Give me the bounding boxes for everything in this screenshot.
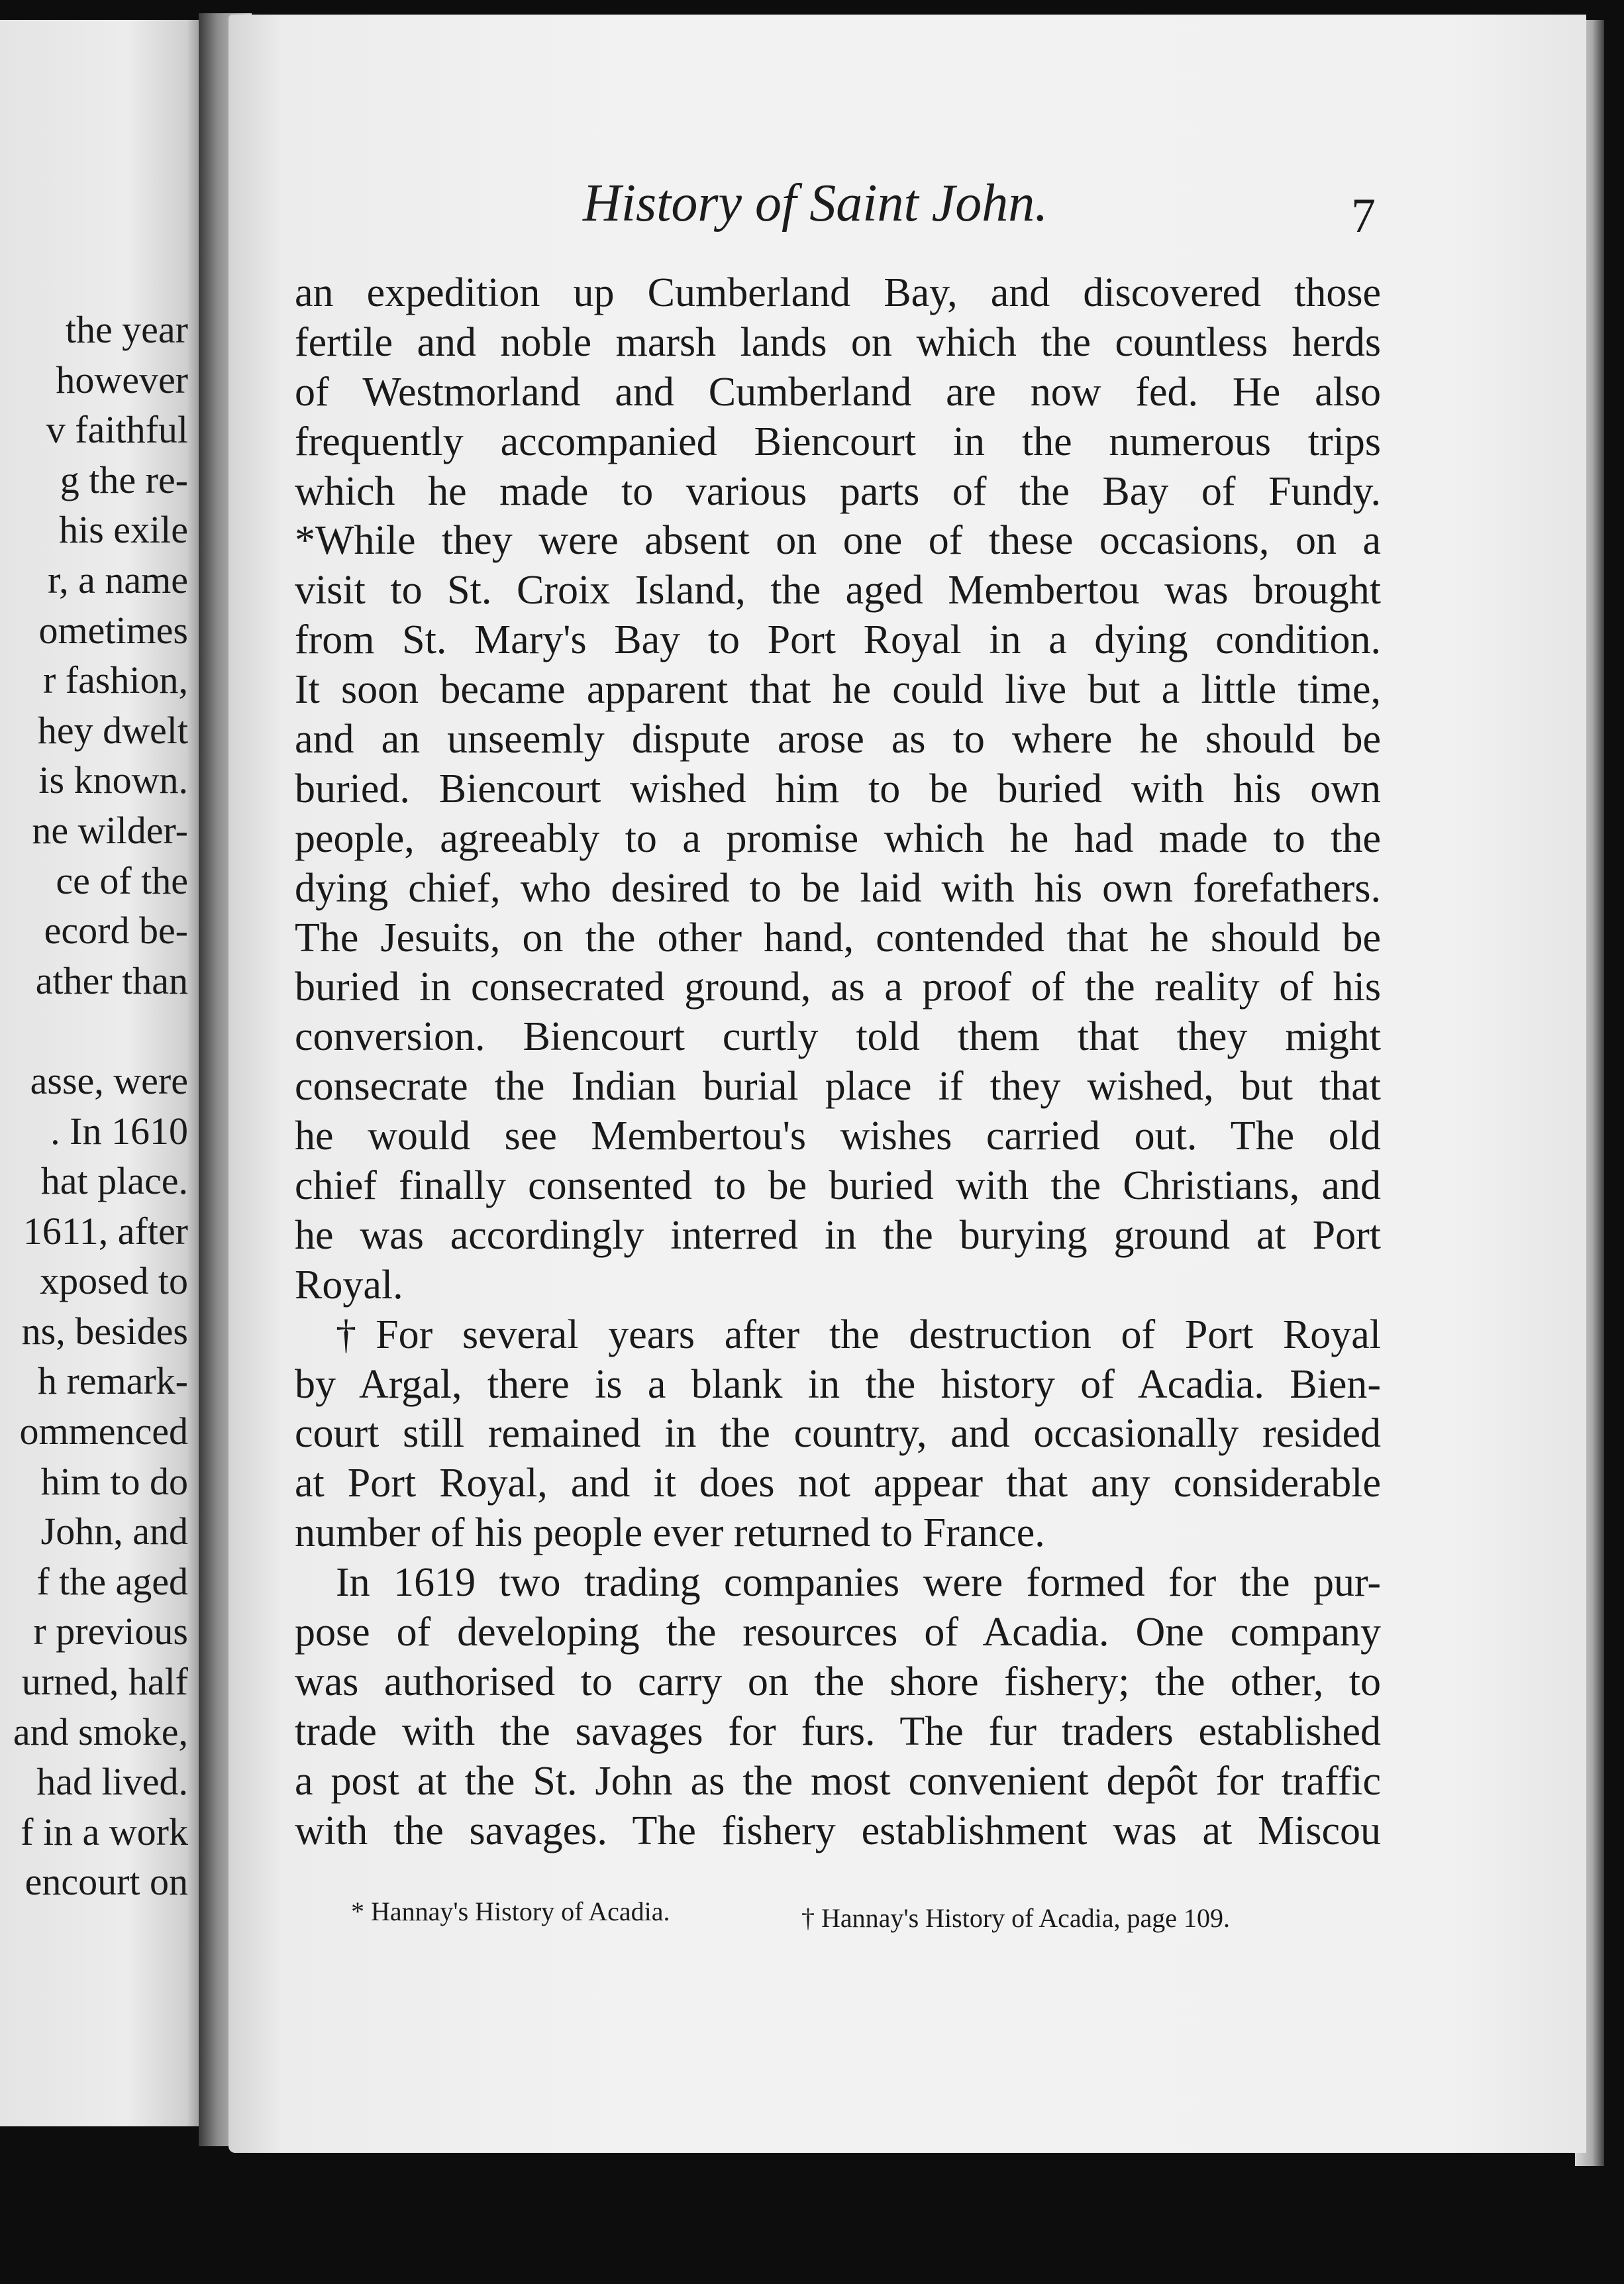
text-line: dying chief, who desired to be laid with his own forefathers. bbox=[295, 865, 1381, 911]
text-line: chief finally consented to be buried with the Christians, and bbox=[295, 1163, 1381, 1209]
facing-text-line: had lived. bbox=[36, 1760, 188, 1804]
text-line: visit to St. Croix Island, the aged Membertou was brought bbox=[295, 568, 1381, 613]
facing-text-line: ecord be- bbox=[44, 909, 188, 953]
text-line: was authorised to carry on the shore fishery; the other, to bbox=[295, 1659, 1381, 1704]
facing-text-line: ommenced bbox=[19, 1410, 188, 1453]
text-line: he was accordingly interred in the burying ground at Port bbox=[295, 1212, 1381, 1258]
text-line: with the savages. The fishery establishment was at Miscou bbox=[295, 1808, 1381, 1853]
text-line: conversion. Biencourt curtly told them that they might bbox=[295, 1014, 1381, 1060]
facing-text-line: v faithful bbox=[46, 408, 188, 452]
text-line: In 1619 two trading companies were formed for the pur- bbox=[336, 1560, 1381, 1606]
text-line: by Argal, there is a blank in the history of Acadia. Bien- bbox=[295, 1361, 1381, 1407]
facing-text-line: ometimes bbox=[38, 608, 188, 652]
facing-text-line: . In 1610 bbox=[50, 1109, 188, 1153]
facing-page bbox=[0, 20, 212, 2126]
facing-text-line: asse, were bbox=[30, 1059, 188, 1102]
footnote: * Hannay's History of Acadia. bbox=[351, 1896, 670, 1926]
text-line: people, agreeably to a promise which he had made to the bbox=[295, 815, 1381, 861]
text-line: *While they were absent on one of these occasions, on a bbox=[295, 518, 1381, 564]
text-line: consecrate the Indian burial place if they wished, but that bbox=[295, 1064, 1381, 1110]
facing-text-line: his exile bbox=[59, 508, 188, 552]
text-line: from St. Mary's Bay to Port Royal in a dying condition. bbox=[295, 617, 1381, 663]
text-line: It soon became apparent that he could live but a little time, bbox=[295, 667, 1381, 713]
facing-text-line: h remark- bbox=[37, 1359, 188, 1403]
facing-text-line: urned, half bbox=[21, 1660, 188, 1704]
facing-text-line: hat place. bbox=[40, 1159, 188, 1203]
text-line: he would see Membertou's wishes carried out. The old bbox=[295, 1114, 1381, 1159]
text-line: trade with the savages for furs. The fur traders established bbox=[295, 1708, 1381, 1754]
text-line: an expedition up Cumberland Bay, and discovered those bbox=[295, 270, 1381, 315]
facing-text-line: ce of the bbox=[56, 858, 188, 902]
text-line: Royal. bbox=[295, 1262, 403, 1308]
text-line: buried in consecrated ground, as a proof of the reality of his bbox=[295, 964, 1381, 1010]
text-line: The Jesuits, on the other hand, contended that he should be bbox=[295, 915, 1381, 960]
text-line: at Port Royal, and it does not appear that any considerable bbox=[295, 1461, 1381, 1506]
facing-text-line: hey dwelt bbox=[37, 708, 188, 752]
text-line: a post at the St. John as the most convenient depôt for traffic bbox=[295, 1758, 1381, 1804]
facing-text-line: xposed to bbox=[40, 1259, 188, 1303]
text-line: number of his people ever returned to France. bbox=[295, 1510, 1045, 1556]
facing-text-line bbox=[0, 1006, 188, 1056]
text-line: which he made to various parts of the Bay of Fundy. bbox=[295, 468, 1381, 514]
text-line: and an unseemly dispute arose as to where he should be bbox=[295, 717, 1381, 762]
facing-text-line: the year bbox=[65, 308, 188, 351]
running-title: History of Saint John. bbox=[583, 174, 1048, 233]
text-line: of Westmorland and Cumberland are now fed. He also bbox=[295, 369, 1381, 415]
text-line: buried. Biencourt wished him to be buried with his own bbox=[295, 766, 1381, 811]
facing-text-line: r, a name bbox=[48, 558, 188, 601]
facing-text-line: r previous bbox=[33, 1610, 188, 1653]
facing-text-line: John, and bbox=[40, 1510, 188, 1553]
text-line: †For several years after the destruction of Port Royal bbox=[336, 1312, 1381, 1357]
text-line: pose of developing the resources of Acadia. One company bbox=[295, 1610, 1381, 1655]
facing-text-line: and smoke, bbox=[13, 1710, 188, 1753]
facing-text-line: ne wilder- bbox=[32, 808, 188, 852]
facing-text-line: him to do bbox=[40, 1459, 188, 1503]
footnote: † Hannay's History of Acadia, page 109. bbox=[801, 1903, 1231, 1933]
facing-text-line: ns, besides bbox=[21, 1309, 188, 1353]
facing-text-line: f the aged bbox=[36, 1559, 188, 1603]
facing-text-line: g the re- bbox=[60, 458, 188, 501]
facing-text-line: encourt on bbox=[25, 1860, 188, 1904]
facing-text-line: however bbox=[56, 358, 188, 401]
facing-text-line: f in a work bbox=[21, 1810, 188, 1853]
text-line: court still remained in the country, and occasionally resided bbox=[295, 1411, 1381, 1457]
text-line: fertile and noble marsh lands on which the countless herds bbox=[295, 319, 1381, 365]
facing-text-line: ather than bbox=[35, 959, 188, 1002]
facing-text-line: r fashion, bbox=[42, 658, 188, 702]
facing-page-text bbox=[0, 305, 188, 1907]
facing-text-line: is known. bbox=[38, 758, 188, 802]
page-number: 7 bbox=[1351, 189, 1376, 243]
facing-text-line: 1611, after bbox=[23, 1209, 188, 1253]
text-line: frequently accompanied Biencourt in the numerous trips bbox=[295, 419, 1381, 464]
body-text bbox=[295, 268, 1381, 1856]
